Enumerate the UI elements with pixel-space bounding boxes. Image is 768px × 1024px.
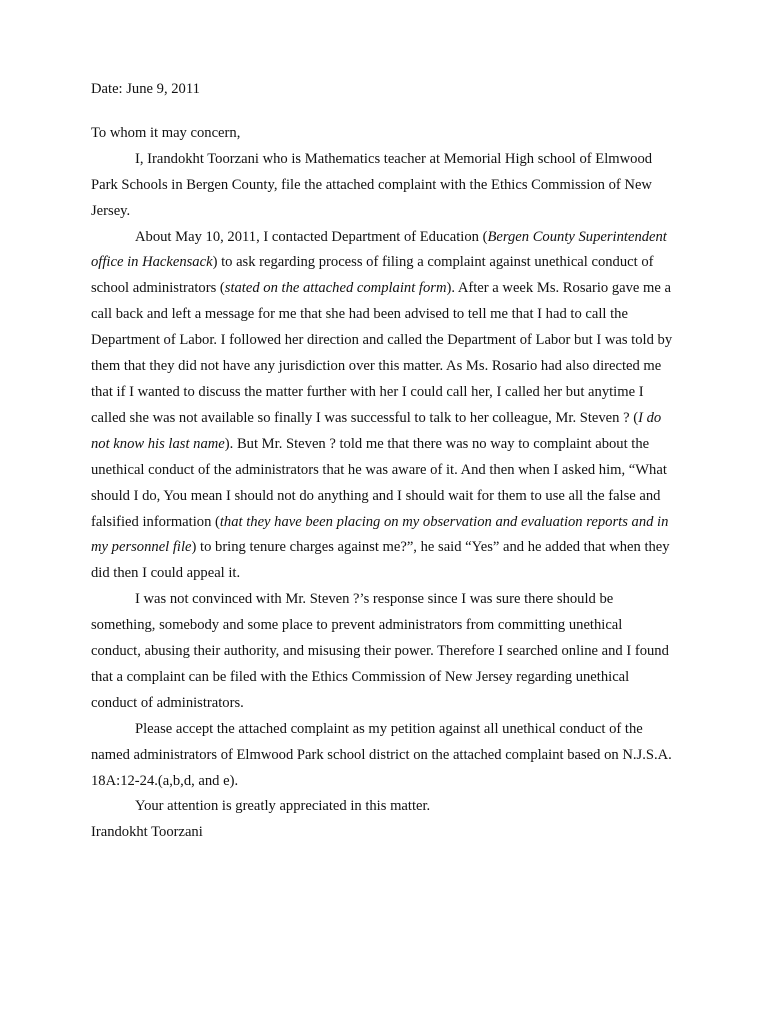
paragraph-2-italic-reports: that they have been placing on my observation and evaluation reports and in my personnel file bbox=[91, 513, 669, 556]
paragraph-2-text-e: ). After a week Ms. Rosario gave me a call back and left a message for me that she had been advised to tell me that I had to call the Department of Labor. I followed her direction and called the Department of Labor but I was told by them that they did not have any jurisdiction over this matter. As Ms. Rosario had also directed me that if I wanted to discuss the matter further with her I could call her, I called her but anytime I called she was not available so finally I was successful to talk to her colleague, Mr. Steven ? ( bbox=[91, 280, 673, 426]
paragraph-2-text-g: ). But Mr. Steven ? told me that there was no way to complaint about the unethical conduct of the administrators that he was aware of it. And then when I asked him, “What should I do, You mean I should not do anything and I should wait for them to use all the false and falsified information ( bbox=[91, 435, 667, 530]
paragraph-3: I was not convinced with Mr. Steven ?’s response since I was sure there should be something, somebody and some place to prevent administrators from committing unethical conduct, abusing their authority, and misusing their power. Therefore I searched online and I found that a complaint can be filed with the Ethics Commission of New Jersey regarding unethical conduct of administrators. bbox=[91, 591, 669, 711]
paragraph-2-italic-lastname: I do not know his last name bbox=[91, 409, 662, 452]
paragraph-2-text-c: ) to ask regarding process of filing a complaint against unethical conduct of school administrators ( bbox=[91, 254, 654, 297]
paragraph-2-italic-office: Bergen County Superintendent office in Hackensack bbox=[91, 228, 667, 271]
letter-date: Date: June 9, 2011 bbox=[91, 81, 200, 97]
paragraph-1: I, Irandokht Toorzani who is Mathematics teacher at Memorial High school of Elmwood Park Schools in Bergen County, file the attached complaint with the Ethics Commission of New Jersey. bbox=[91, 150, 653, 219]
paragraph-2 bbox=[91, 225, 673, 588]
paragraph-2-italic-form: stated on the attached complaint form bbox=[224, 280, 447, 297]
paragraph-5: Your attention is greatly appreciated in this matter. bbox=[135, 798, 431, 815]
letter-salutation: To whom it may concern, bbox=[91, 124, 241, 141]
paragraph-4: Please accept the attached complaint as my petition against all unethical conduct of the named administrators of Elmwood Park school district on the attached complaint based on N.J.S.A. 18A:12-24.(a,b,d, and e). bbox=[91, 720, 672, 789]
paragraph-2-text-a: About May 10, 2011, I contacted Department of Education ( bbox=[135, 228, 488, 245]
paragraph-2-text-i: ) to bring tenure charges against me?”, he said “Yes” and he added that when they did then I could appeal it. bbox=[91, 539, 670, 582]
signature: Irandokht Toorzani bbox=[91, 824, 203, 841]
letter-page bbox=[91, 77, 673, 846]
